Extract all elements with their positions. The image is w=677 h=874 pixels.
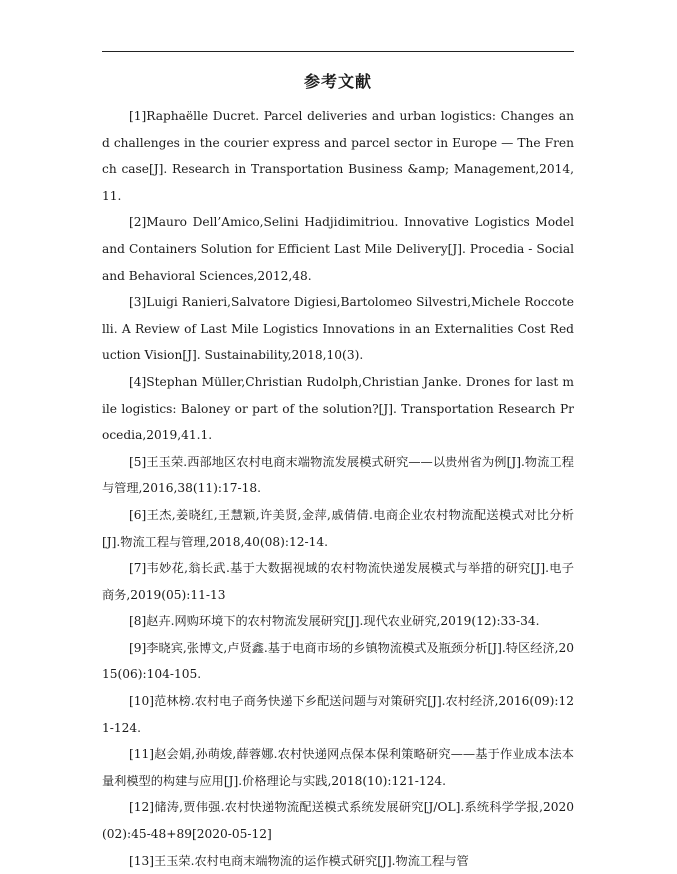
reference-list bbox=[102, 103, 574, 874]
reference-item: [13]王玉荣.农村电商末端物流的运作模式研究[J].物流工程与管 bbox=[129, 853, 469, 868]
reference-item: [1]Raphaëlle Ducret. Parcel deliveries and urban logistics: Changes and challenges in the courier express and parcel sector in Europe — The French case[J]. Research in Transportation Business &amp; Management,2014,11. bbox=[102, 109, 574, 203]
reference-item: [4]Stephan Müller,Christian Rudolph,Christian Janke. Drones for last mile logistics: Baloney or part of the solution?[J]. Transportation Research Procedia,2019,41.1. bbox=[102, 374, 574, 443]
reference-item: [10]范林榜.农村电子商务快递下乡配送问题与对策研究[J].农村经济,2016(09):121-124. bbox=[102, 694, 574, 735]
reference-item: [2]Mauro Dell’Amico,Selini Hadjidimitriou. Innovative Logistics Model and Containers Solution for Efficient Last Mile Delivery[J]. Procedia - Social and Behavioral Sciences,2012,48. bbox=[102, 215, 574, 283]
header-rule bbox=[102, 51, 574, 52]
page-title: 参考文献 bbox=[303, 72, 372, 91]
reference-item: [7]韦妙花,翁长武.基于大数据视域的农村物流快递发展模式与举措的研究[J].电子商务,2019(05):11-13 bbox=[102, 561, 574, 602]
reference-item: [6]王杰,姜晓红,王慧颖,许美贤,金萍,戚倩倩.电商企业农村物流配送模式对比分析[J].物流工程与管理,2018,40(08):12-14. bbox=[102, 507, 574, 549]
reference-item: [3]Luigi Ranieri,Salvatore Digiesi,Bartolomeo Silvestri,Michele Roccotelli. A Review of Last Mile Logistics Innovations in an Externalities Cost Reduction Vision[J]. Sustainability,2018,10(3). bbox=[102, 295, 574, 363]
reference-item: [12]储涛,贾伟强.农村快递物流配送模式系统发展研究[J/OL].系统科学学报,2020(02):45-48+89[2020-05-12] bbox=[102, 800, 574, 842]
reference-item: [8]赵卉.网购环境下的农村物流发展研究[J].现代农业研究,2019(12):33-34. bbox=[129, 614, 540, 629]
reference-item: [9]李晓宾,张博文,卢贤鑫.基于电商市场的乡镇物流模式及瓶颈分析[J].特区经济,2015(06):104-105. bbox=[102, 640, 574, 682]
reference-item: [5]王玉荣.西部地区农村电商末端物流发展模式研究——以贵州省为例[J].物流工程与管理,2016,38(11):17-18. bbox=[102, 454, 574, 496]
reference-item: [11]赵会娟,孙萌焌,薛蓉娜.农村快递网点保本保利策略研究——基于作业成本法本量利模型的构建与应用[J].价格理论与实践,2018(10):121-124. bbox=[102, 747, 574, 788]
